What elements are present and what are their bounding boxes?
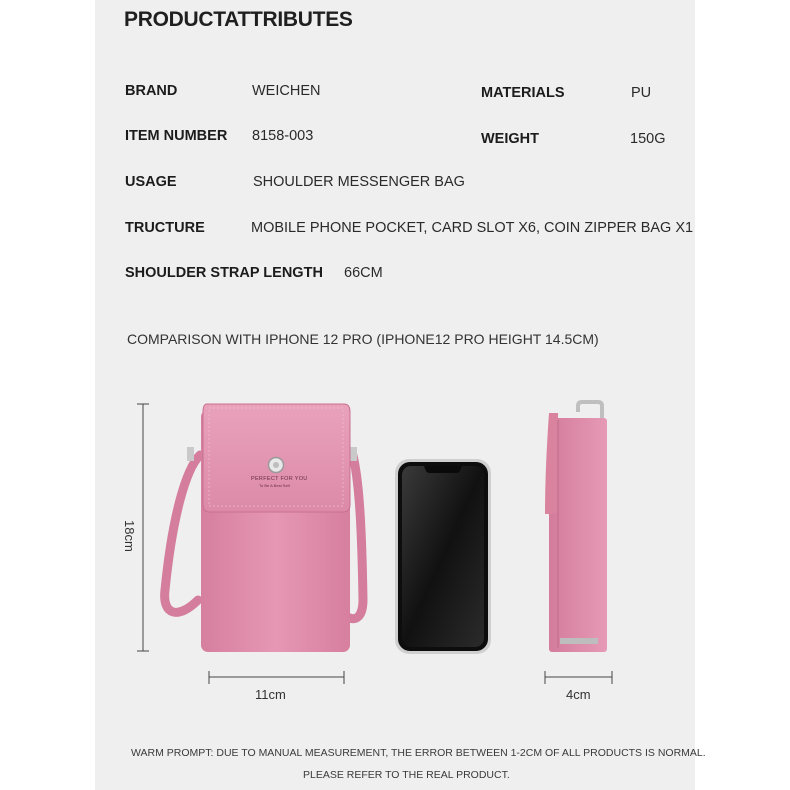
usage-value: SHOULDER MESSENGER BAG [253, 174, 465, 190]
weight-label: WEIGHT [481, 131, 539, 147]
warm-prompt: WARM PROMPT: DUE TO MANUAL MEASUREMENT, THE ERROR BETWEEN 1-2CM OF ALL PRODUCTS IS NORMAL. [131, 747, 706, 759]
strap-length-label: SHOULDER STRAP LENGTH [125, 265, 323, 281]
materials-value: PU [631, 85, 652, 101]
comparison-caption: COMPARISON WITH IPHONE 12 PRO (IPHONE12 PRO HEIGHT 14.5CM) [127, 331, 599, 347]
materials-label: MATERIALS [481, 85, 565, 101]
weight-value: 150G [630, 131, 666, 147]
item-number-label: ITEM NUMBER [125, 128, 228, 144]
bag-logo-text: PERFECT FOR YOU [251, 476, 308, 482]
depth-label: 4cm [566, 687, 591, 702]
structure-label: TRUCTURE [125, 220, 205, 236]
strap-length-value: 66CM [344, 265, 383, 281]
brand-label: BRAND [125, 83, 178, 99]
width-label: 11cm [255, 687, 286, 702]
refer-note: PLEASE REFER TO THE REAL PRODUCT. [303, 769, 510, 781]
item-number-value: 8158-003 [252, 128, 314, 144]
height-label: 18cm [122, 520, 137, 552]
page-title: PRODUCTATTRIBUTES [124, 8, 353, 31]
bag-logo-subtext: To Be A Best Self [259, 483, 290, 488]
usage-label: USAGE [125, 174, 177, 190]
brand-value: WEICHEN [252, 83, 321, 99]
structure-value: MOBILE PHONE POCKET, CARD SLOT X6, COIN ZIPPER BAG X1 [251, 220, 694, 236]
